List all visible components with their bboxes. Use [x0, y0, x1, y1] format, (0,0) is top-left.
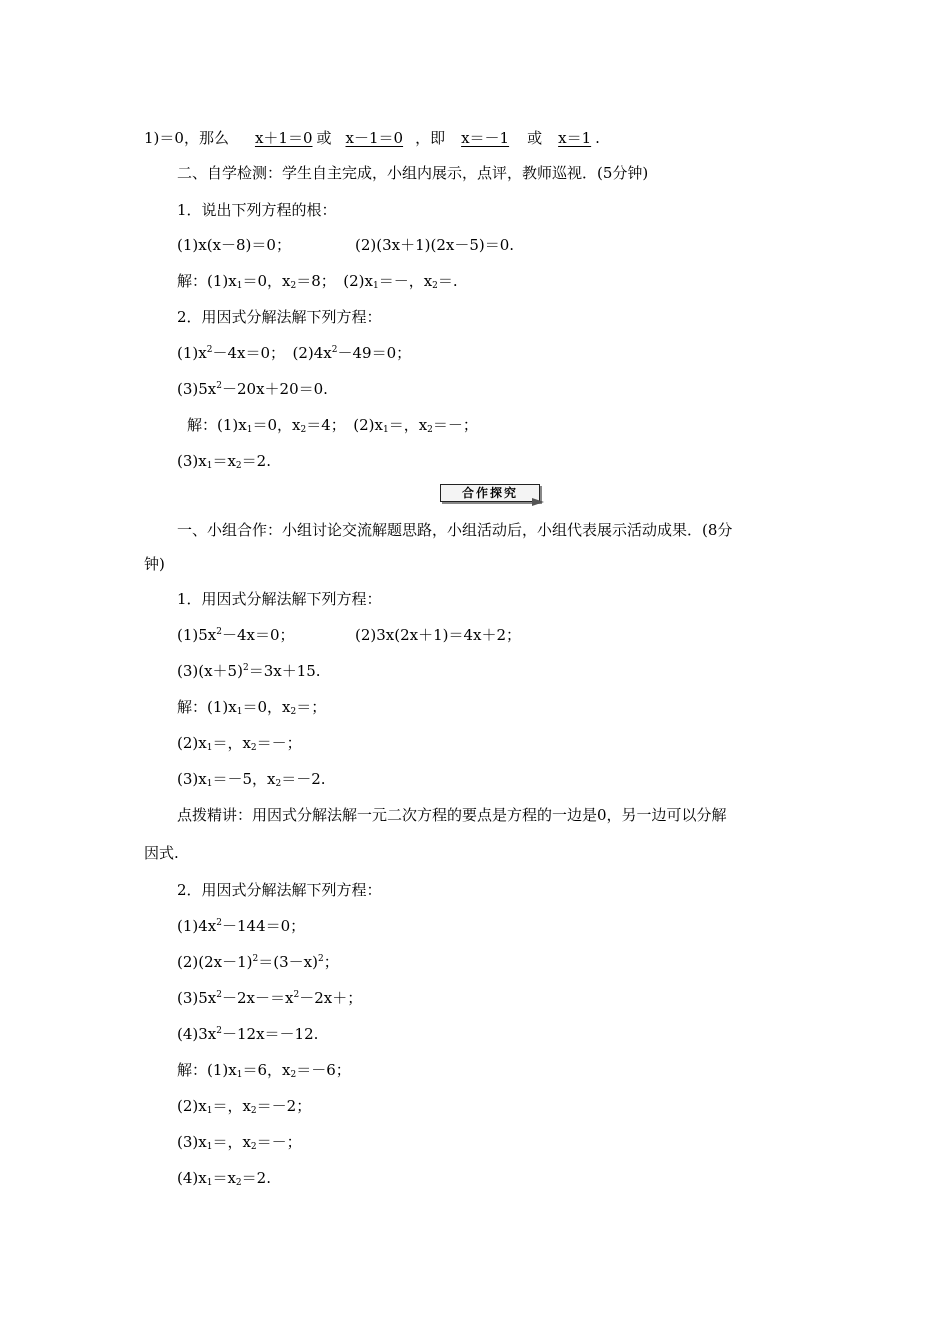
c2-title: 2．用因式分解法解下列方程：	[177, 881, 382, 899]
intro-line: 1)＝0，那么 x＋1＝0 或 x－1＝0 ，即 x＝－1 或 x＝1 .	[144, 129, 600, 147]
c2-problem-4: $(4)3x^2-12x=-12$.	[177, 1025, 319, 1043]
tip-line2: 因式.	[144, 844, 179, 862]
section-self-check-title: 二、自学检测：学生自主完成，小组内展示，点评，教师巡视．(5分钟)	[177, 164, 649, 182]
c2-answer-4: $(4)x_1=x_2=2$.	[177, 1169, 271, 1188]
c2-problem-2: $(2)(2x-1)^2=(3-x)^2$；	[177, 953, 339, 971]
section-badge-cooperation: 合作探究	[440, 484, 546, 506]
c1-title: 1．用因式分解法解下列方程：	[177, 590, 382, 608]
answer-blank-3: x＝－1	[461, 129, 510, 147]
c2-problem-1: $(1)4x^2-144=0$；	[177, 917, 306, 935]
c1-answer-1: 解：$(1)x_1=0$，$x_2=$；	[177, 698, 327, 717]
answer-blank-2: x－1＝0	[345, 129, 404, 147]
coop-title-line1: 一、小组合作：小组讨论交流解题思路，小组活动后，小组代表展示活动成果．(8分	[177, 521, 733, 539]
c2-answer-2: $(2)x_1=$，$x_2=-2$；	[177, 1097, 312, 1116]
c2-problem-3: $(3)5x^2-2x-=x^2-2x+$；	[177, 989, 363, 1007]
c1-problem-1: $(1)5x^2-4x=0$；	[177, 626, 295, 644]
c2-answer-3: $(3)x_1=$，$x_2=-$；	[177, 1133, 302, 1152]
q2-title: 2．用因式分解法解下列方程：	[177, 308, 382, 326]
answer-blank-1: x＋1＝0	[254, 129, 313, 147]
q1-problem-2: (2)(3x＋1)(2x－5)＝0.	[355, 236, 515, 254]
c1-problem-2: (2)3x(2x＋1)＝4x＋2；	[355, 626, 522, 644]
q2-problem-3: $(3)5x^2-20x+20=0$.	[177, 380, 328, 398]
c1-answer-3: $(3)x_1=-5$，$x_2=-2$.	[177, 770, 326, 789]
q2-answer-1: 解：$(1)x_1=0$，$x_2=4$； $(2)x_1=$，$x_2=-$；	[187, 416, 478, 435]
q2-problems-1-2: $(1)x^2-4x=0$； $(2)4x^2-49=0$；	[177, 344, 412, 362]
tip-line1: 点拨精讲：用因式分解法解一元二次方程的要点是方程的一边是0，另一边可以分解	[177, 806, 727, 824]
answer-blank-4: x＝1	[558, 129, 592, 147]
c1-problem-3: $(3)(x+5)^2=3x+15$.	[177, 662, 321, 680]
q1-problem-1: (1)x(x－8)＝0；	[177, 236, 291, 254]
c1-answer-2: $(2)x_1=$，$x_2=-$；	[177, 734, 302, 753]
c2-answer-1: 解：$(1)x_1=6$，$x_2=-6$；	[177, 1061, 351, 1080]
arrow-icon	[532, 498, 544, 506]
coop-title-line2: 钟)	[144, 555, 165, 573]
q2-answer-2: $(3)x_1=x_2=2$.	[177, 452, 271, 471]
q1-answer: 解：$(1)x_1=0$，$x_2=8$； $(2)x_1=-$，$x_2=$.	[177, 272, 458, 291]
q1-title: 1．说出下列方程的根：	[177, 201, 337, 219]
